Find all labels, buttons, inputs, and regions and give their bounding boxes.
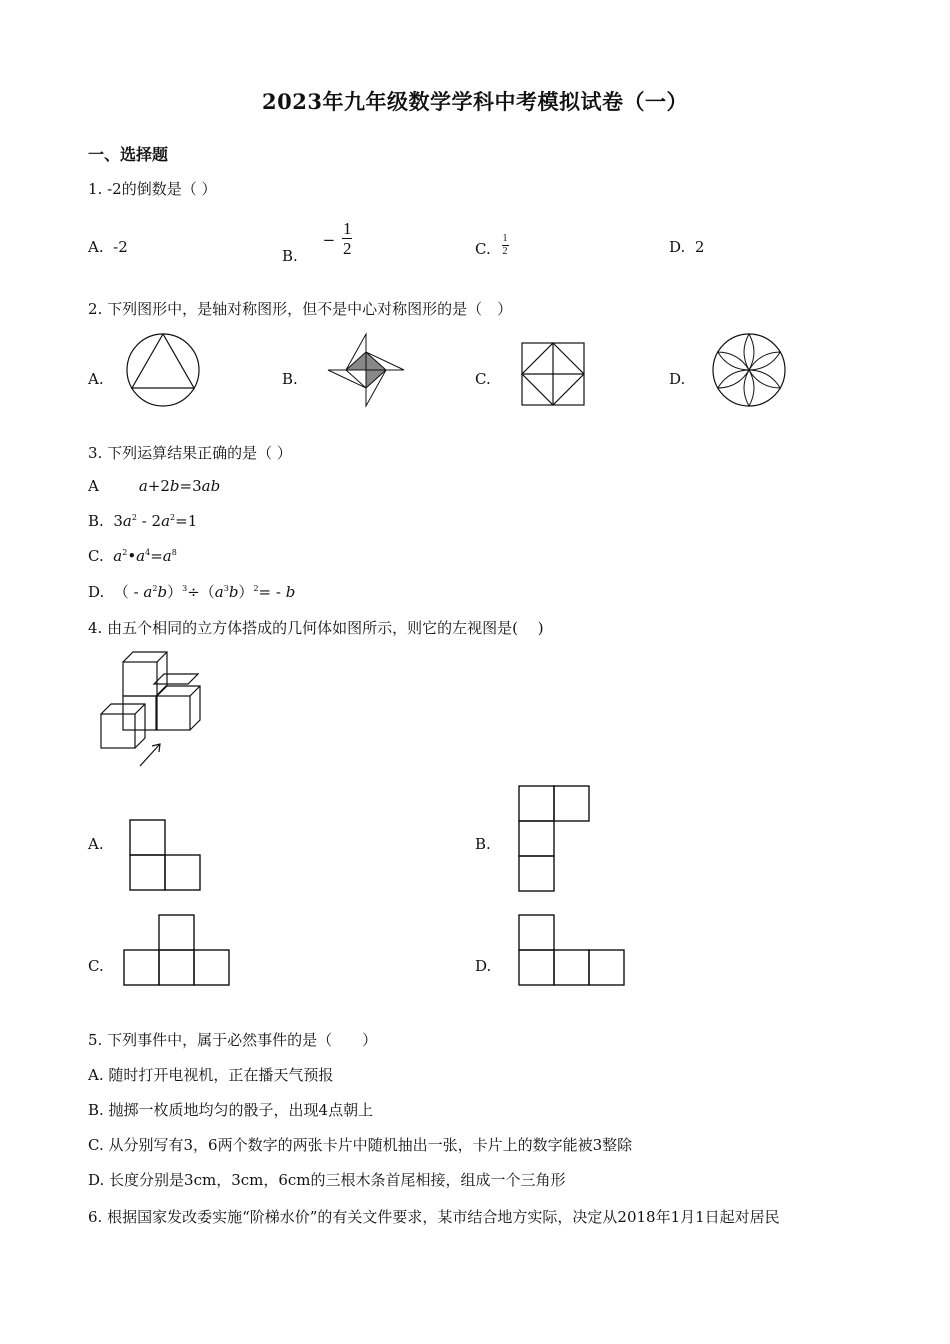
left-view-option-a [129, 819, 203, 893]
q5-option-b: B. 抛掷一枚质地均匀的骰子，出现4点朝上 [88, 1101, 374, 1119]
q2-option-c-label: C. [475, 370, 491, 388]
q2-option-d-label: D. [669, 370, 686, 388]
q5-option-d: D. 长度分别是3cm，3cm，6cm的三根木条首尾相接，组成一个三角形 [88, 1171, 566, 1189]
q3-option-a: A a+2b=3ab [88, 477, 221, 495]
question-5-stem: 5. 下列事件中，属于必然事件的是（ ） [88, 1031, 378, 1049]
pinwheel-figure [326, 332, 406, 408]
cube-stack-figure [98, 648, 208, 768]
q1-option-c: C. $\frac{1}{2}$ [475, 233, 508, 258]
flower-circle-figure [711, 332, 787, 408]
question-4-stem: 4. 由五个相同的立方体搭成的几何体如图所示，则它的左视图是( ) [88, 619, 544, 637]
q2-option-b-label: B. [282, 370, 298, 388]
q1-option-b: B. − $\frac{1}{2}$ [282, 219, 352, 265]
left-view-option-c [123, 914, 233, 988]
q3-option-c: C. $a^2•a^4=a^8$ [88, 547, 177, 565]
left-view-option-d [518, 914, 628, 988]
question-1-stem: 1. -2的倒数是（ ） [88, 180, 217, 198]
q1-option-d: D. 2 [669, 238, 705, 256]
section-heading: 一、选择题 [88, 145, 169, 164]
q4-option-d-label: D. [475, 957, 492, 975]
q5-option-c: C. 从分别写有3，6两个数字的两张卡片中随机抽出一张，卡片上的数字能被3整除 [88, 1136, 633, 1154]
q4-option-c-label: C. [88, 957, 104, 975]
left-view-option-b [518, 785, 592, 893]
square-diamond-figure [521, 342, 585, 406]
q2-option-a-label: A. [88, 370, 104, 388]
question-6-stem: 6. 根据国家发改委实施“阶梯水价”的有关文件要求，某市结合地方实际，决定从2018年1月1日起对居民 [88, 1208, 780, 1226]
q5-option-a: A. 随时打开电视机，正在播天气预报 [88, 1066, 334, 1084]
q4-option-b-label: B. [475, 835, 491, 853]
circle-triangle-figure [125, 332, 201, 408]
q1-option-a: A. -2 [88, 238, 128, 256]
q3-option-d: D. （ - $a^2b)^3\div(a^3b)^2= - b$ [88, 583, 296, 601]
question-2-stem: 2. 下列图形中，是轴对称图形，但不是中心对称图形的是（ ） [88, 300, 513, 318]
page-title: 2023年九年级数学学科中考模拟试卷（一） [262, 89, 688, 114]
q3-option-b: B. $3a^2 - 2a^2=1$ [88, 512, 198, 530]
q4-option-a-label: A. [88, 835, 104, 853]
question-3-stem: 3. 下列运算结果正确的是（ ） [88, 444, 292, 462]
